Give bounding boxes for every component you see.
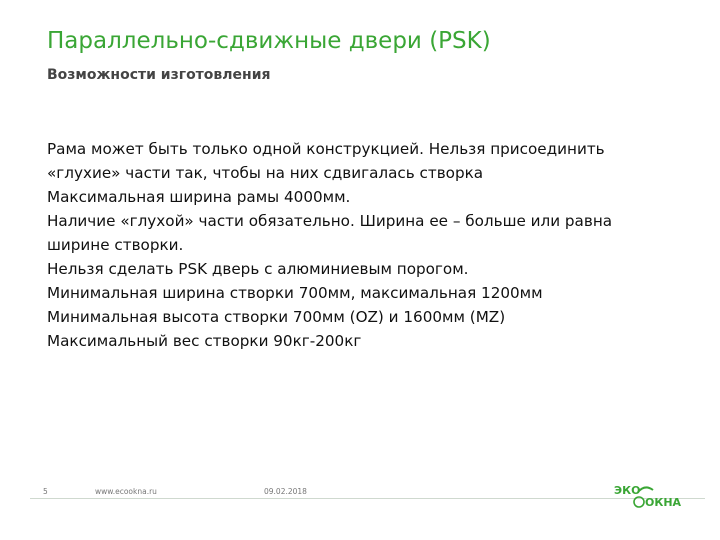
body-line: Минимальная ширина створки 700мм, максимальная 1200мм — [47, 284, 543, 302]
slide-title: Параллельно-сдвижные двери (PSK) — [47, 28, 491, 54]
body-line: Максимальная ширина рамы 4000мм. — [47, 188, 351, 206]
body-line: Минимальная высота створки 700мм (OZ) и 1600мм (MZ) — [47, 308, 506, 326]
footer-date: 09.02.2018 — [264, 487, 307, 496]
slide-footer — [0, 478, 720, 540]
slide-body — [47, 137, 667, 353]
body-line: Максимальный вес створки 90кг-200кг — [47, 332, 362, 350]
slide-subtitle: Возможности изготовления — [47, 67, 271, 83]
body-line: ширине створки. — [47, 236, 184, 254]
body-line: Наличие «глухой» части обязательно. Ширина ее – больше или равна — [47, 212, 613, 230]
body-line: Рама может быть только одной конструкцией. Нельзя присоединить — [47, 140, 605, 158]
body-line: «глухие» части так, чтобы на них сдвигалась створка — [47, 164, 484, 182]
page-number: 5 — [43, 487, 48, 496]
footer-divider — [30, 498, 705, 499]
logo-text-okna: ОКНА — [645, 496, 682, 509]
footer-url[interactable]: www.ecookna.ru — [95, 487, 157, 496]
ecookna-logo-icon — [612, 482, 692, 510]
body-line: Нельзя сделать PSK дверь с алюминиевым порогом. — [47, 260, 469, 278]
logo-text-eco: ЭКО — [614, 484, 641, 497]
logo-ring — [634, 497, 644, 507]
